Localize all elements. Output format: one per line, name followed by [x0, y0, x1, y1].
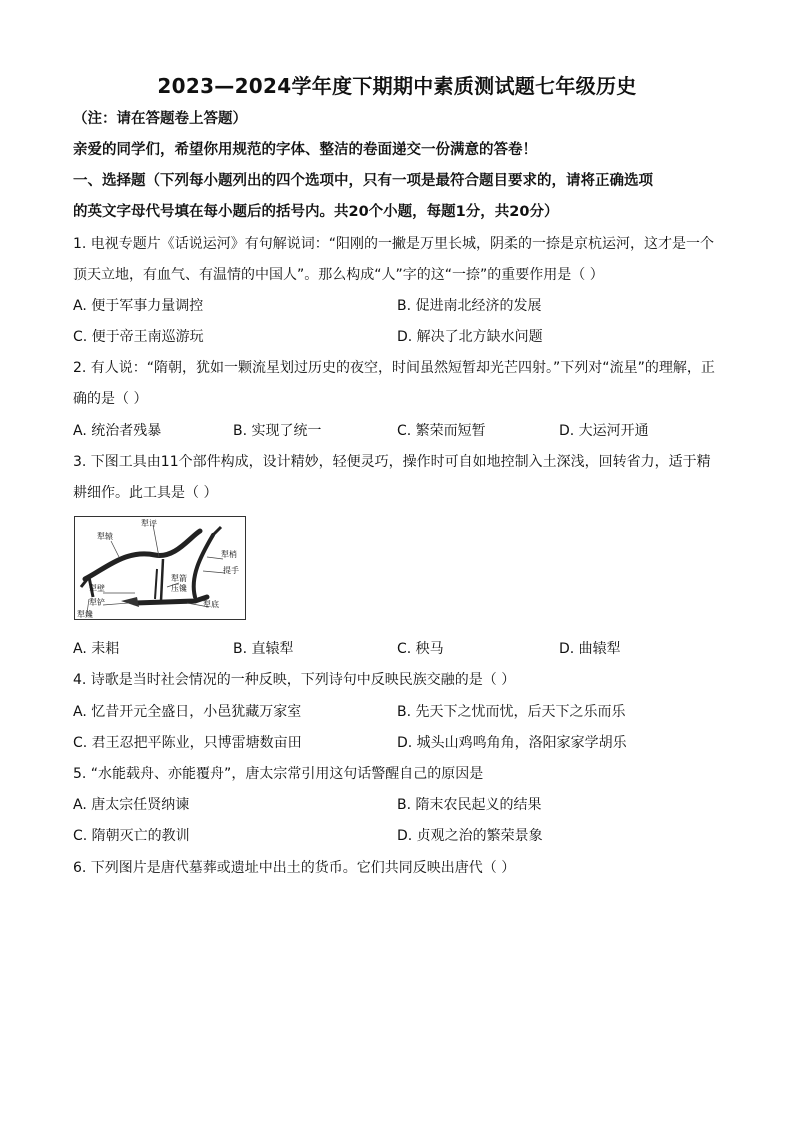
question-5-option-c[interactable]: C. 隋朝灭亡的教训 — [73, 828, 190, 844]
question-3-option-b[interactable]: B. 直辕犁 — [233, 641, 294, 657]
question-3-text-line1: 3. 下图工具由11个部件构成，设计精妙，轻便灵巧，操作时可自如地控制入土深浅，回转省力，适于精 — [73, 454, 711, 470]
plough-label-yachan: 压镵 — [171, 584, 187, 593]
question-5-option-b[interactable]: B. 隋末农民起义的结果 — [397, 797, 542, 813]
question-4-option-d[interactable]: D. 城头山鸡鸣角角，洛阳家家学胡乐 — [397, 735, 627, 751]
plough-illustration — [74, 516, 246, 620]
plough-label-share: 犁铲 — [89, 598, 105, 607]
plough-label-tail: 犁梢 — [221, 550, 237, 559]
question-1-option-d[interactable]: D. 解决了北方缺水问题 — [397, 329, 543, 345]
question-1-option-c[interactable]: C. 便于帝王南巡游玩 — [73, 329, 204, 345]
section-heading-line2: 的英文字母代号填在每小题后的括号内。共20个小题，每题1分，共20分） — [73, 204, 559, 220]
question-2-option-c[interactable]: C. 繁荣而短暂 — [397, 423, 486, 439]
question-2-text-line2: 确的是（ ） — [73, 391, 148, 407]
question-2-option-b[interactable]: B. 实现了统一 — [233, 423, 322, 439]
question-1-option-a[interactable]: A. 便于军事力量调控 — [73, 298, 204, 314]
question-1-text-line2: 顶天立地，有血气、有温情的中国人”。那么构成“人”字的这“一捺”的重要作用是（ ） — [73, 267, 604, 283]
plough-label-ping: 犁评 — [141, 519, 157, 528]
plough-label-moldboard: 犁壁 — [89, 584, 105, 593]
question-4-option-a[interactable]: A. 忆昔开元全盛日，小邑犹藏万家室 — [73, 704, 302, 720]
question-4-option-c[interactable]: C. 君王忍把平陈业，只博雷塘数亩田 — [73, 735, 302, 751]
plough-label-base: 犁底 — [203, 600, 219, 609]
question-3-option-c[interactable]: C. 秧马 — [397, 641, 444, 657]
exam-note: （注：请在答题卷上答题） — [73, 111, 247, 127]
page-title: 2023—2024学年度下期期中素质测试题七年级历史 — [157, 74, 637, 98]
question-3-option-a[interactable]: A. 耒耜 — [73, 641, 120, 657]
question-3-option-d[interactable]: D. 曲辕犁 — [559, 641, 621, 657]
plough-label-handle: 提手 — [223, 566, 239, 575]
plough-label-arrow: 犁箭 — [171, 574, 187, 583]
question-4-option-b[interactable]: B. 先天下之忧而忧，后天下之乐而乐 — [397, 704, 626, 720]
question-6-text: 6. 下列图片是唐代墓葬或遗址中出土的货币。它们共同反映出唐代（ ） — [73, 860, 516, 876]
section-heading-line1: 一、选择题（下列每小题列出的四个选项中，只有一项是最符合题目要求的，请将正确选项 — [73, 173, 653, 189]
question-4-text: 4. 诗歌是当时社会情况的一种反映，下列诗句中反映民族交融的是（ ） — [73, 672, 516, 688]
question-5-option-a[interactable]: A. 唐太宗任贤纳谏 — [73, 797, 190, 813]
plough-label-beam: 犁辕 — [97, 532, 113, 541]
question-1-option-b[interactable]: B. 促进南北经济的发展 — [397, 298, 542, 314]
greeting: 亲爱的同学们，希望你用规范的字体、整洁的卷面递交一份满意的答卷！ — [73, 142, 537, 158]
question-1-text-line1: 1. 电视专题片《话说运河》有句解说词：“阳刚的一撇是万里长城，阴柔的一捺是京杭运河，这才是一个 — [73, 236, 715, 252]
question-5-option-d[interactable]: D. 贞观之治的繁荣景象 — [397, 828, 543, 844]
question-3-text-line2: 耕细作。此工具是（ ） — [73, 485, 218, 501]
plough-drawing — [75, 517, 245, 619]
question-2-option-a[interactable]: A. 统治者残暴 — [73, 423, 162, 439]
question-2-text-line1: 2. 有人说：“隋朝，犹如一颗流星划过历史的夜空，时间虽然短暂却光芒四射。”下列对“流星”的理解，正 — [73, 360, 715, 376]
plough-label-chan: 犁鑱 — [77, 610, 93, 619]
question-2-option-d[interactable]: D. 大运河开通 — [559, 423, 649, 439]
question-5-text: 5. “水能载舟、亦能覆舟”，唐太宗常引用这句话警醒自己的原因是 — [73, 766, 484, 782]
